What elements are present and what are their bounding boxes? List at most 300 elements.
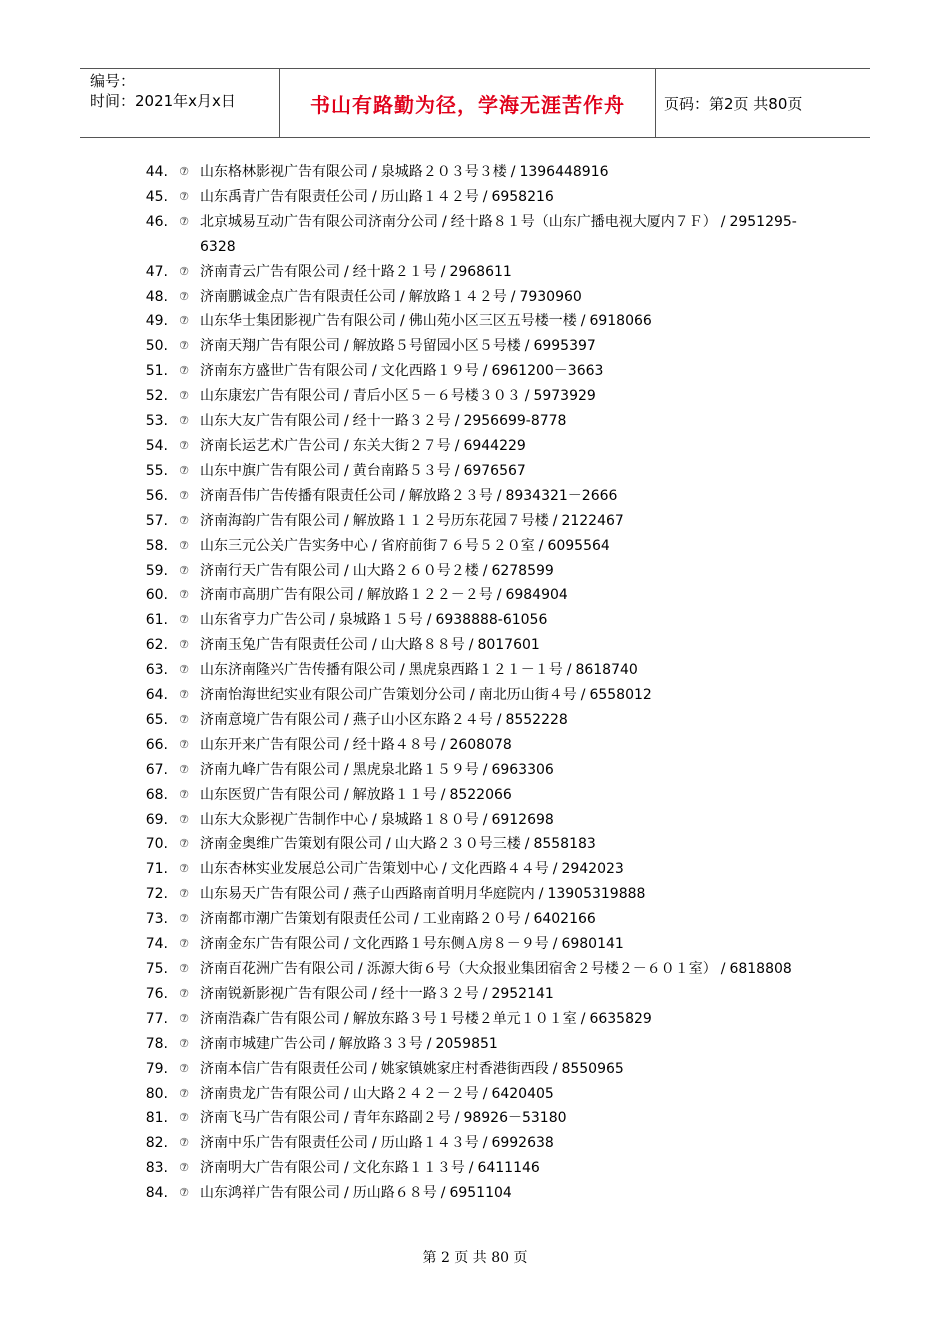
company-phone: 13905319888: [547, 886, 646, 903]
bullet-icon: ⑦: [179, 887, 189, 901]
company-address: 历山路１４２号: [380, 188, 479, 205]
item-text: [200, 210, 830, 260]
company-address: 经十路４８号: [352, 736, 437, 753]
separator: /: [482, 363, 488, 380]
item-text: [200, 334, 830, 359]
item-text: [200, 1032, 830, 1057]
company-phone: 8522066: [449, 786, 512, 803]
separator: /: [440, 263, 446, 280]
separator: /: [344, 786, 349, 803]
separator: /: [344, 1160, 349, 1177]
separator: /: [552, 512, 558, 529]
list-item: [130, 857, 830, 882]
company-list: [130, 160, 830, 1206]
company-name: 济南意境广告有限公司: [200, 711, 340, 728]
list-item: [130, 808, 830, 833]
list-item: [130, 260, 830, 285]
company-address: 山大路８８号: [380, 637, 465, 654]
company-name: 济南东方盛世广告有限公司: [200, 363, 368, 380]
company-name: 山东中旗广告有限公司: [200, 462, 340, 479]
separator: /: [552, 861, 558, 878]
company-name: 济南浩森广告有限公司: [200, 1010, 340, 1027]
item-text: [200, 708, 830, 733]
item-text: [200, 1007, 830, 1032]
company-phone: 6980141: [561, 936, 624, 953]
company-phone: 6976567: [463, 462, 526, 479]
list-item: [130, 334, 830, 359]
company-name: 济南百花洲广告有限公司: [200, 961, 354, 977]
item-number: 76.: [145, 985, 168, 1002]
separator: /: [344, 338, 349, 355]
bullet-icon: ⑦: [179, 1086, 189, 1100]
item-number: 45.: [145, 188, 168, 205]
company-phone: 2952141: [491, 985, 554, 1002]
separator: /: [344, 1185, 349, 1202]
list-item: [130, 633, 830, 658]
bullet-icon: ⑦: [179, 812, 189, 826]
company-name: 山东省亨力广告公司: [200, 612, 326, 629]
item-text: [200, 1181, 830, 1206]
separator: /: [482, 1135, 488, 1152]
item-text: [200, 359, 830, 384]
separator: /: [344, 761, 349, 778]
item-text: [200, 683, 830, 708]
item-number: 56.: [145, 487, 168, 504]
company-name: 山东康宏广告有限公司: [200, 388, 340, 405]
separator: /: [524, 388, 530, 405]
company-phone: 6411146: [477, 1160, 540, 1177]
company-phone: 8017601: [477, 637, 540, 654]
item-number: 67.: [145, 761, 168, 778]
item-number: 52.: [145, 388, 168, 405]
separator: /: [496, 587, 502, 604]
list-item: [130, 957, 830, 982]
separator: /: [720, 213, 726, 230]
bullet-icon: ⑦: [179, 488, 189, 502]
company-address: 黑虎泉北路１５９号: [352, 761, 479, 778]
bullet-icon: ⑦: [179, 264, 189, 278]
company-address: 解放路３３号: [338, 1035, 423, 1052]
company-name: 山东格林影视广告有限公司: [200, 164, 368, 180]
separator: /: [344, 1085, 349, 1102]
separator: /: [482, 188, 488, 205]
company-name: 济南市城建广告公司: [200, 1035, 326, 1052]
company-name: 山东医贸广告有限公司: [200, 786, 340, 803]
item-number: 72.: [145, 886, 168, 903]
header-motto-cell: [280, 69, 656, 137]
separator: /: [470, 687, 475, 704]
company-phone: 6420405: [491, 1085, 554, 1102]
company-phone: 98926－53180: [463, 1110, 567, 1127]
list-item: [130, 1057, 830, 1082]
list-item: [130, 559, 830, 584]
item-number: 51.: [145, 363, 168, 380]
company-phone: 6095564: [547, 537, 610, 554]
item-number: 60.: [145, 587, 168, 604]
company-phone: 2059851: [435, 1035, 498, 1052]
separator: /: [524, 911, 530, 928]
bullet-icon: ⑦: [179, 289, 189, 303]
item-text: [200, 309, 830, 334]
separator: /: [566, 662, 572, 679]
bullet-icon: ⑦: [179, 364, 189, 378]
separator: /: [358, 587, 363, 604]
company-name: 山东大众影视广告制作中心: [200, 811, 368, 828]
company-address: 解放东路３号１号楼２单元１０１室: [352, 1010, 577, 1027]
company-phone: 2608078: [449, 736, 512, 753]
bullet-icon: ⑦: [179, 1111, 189, 1125]
company-name: 济南怡海世纪实业有限公司广告策划分公司: [200, 687, 466, 704]
item-text: [200, 1156, 830, 1181]
separator: /: [344, 413, 349, 430]
separator: /: [440, 736, 446, 753]
company-address: 山大路２６０号２楼: [352, 562, 479, 579]
separator: /: [344, 711, 349, 728]
company-address: 文化西路４４号: [450, 861, 549, 878]
bullet-icon: ⑦: [179, 912, 189, 926]
company-name: 济南金奥维广告策划有限公司: [200, 836, 382, 853]
company-address: 文化东路１１３号: [352, 1160, 465, 1177]
separator: /: [414, 911, 419, 928]
item-number: 50.: [145, 338, 168, 355]
list-item: [130, 658, 830, 683]
separator: /: [510, 288, 516, 305]
bullet-icon: ⑦: [179, 563, 189, 577]
bullet-icon: ⑦: [179, 165, 189, 178]
item-text: [200, 409, 830, 434]
company-phone: 6918066: [589, 313, 652, 330]
list-item: [130, 932, 830, 957]
item-number: 75.: [145, 961, 168, 977]
company-address: 姚家镇姚家庄村香港街西段: [380, 1060, 549, 1077]
list-item: [130, 384, 830, 409]
separator: /: [482, 985, 488, 1002]
separator: /: [720, 961, 726, 977]
list-item: [130, 409, 830, 434]
item-text: [200, 160, 830, 185]
list-item: [130, 160, 830, 185]
bullet-icon: ⑦: [179, 638, 189, 652]
separator: /: [482, 811, 488, 828]
item-text: [200, 907, 830, 932]
company-phone: 6951104: [449, 1185, 512, 1202]
separator: /: [386, 836, 391, 853]
item-text: [200, 384, 830, 409]
item-number: 55.: [145, 462, 168, 479]
item-text: [200, 808, 830, 833]
bullet-icon: ⑦: [179, 712, 189, 726]
item-number: 57.: [145, 512, 168, 529]
separator: /: [372, 1060, 377, 1077]
separator: /: [482, 562, 488, 579]
item-number: 71.: [145, 861, 168, 878]
company-address: 文化西路１９号: [380, 363, 479, 380]
company-phone: 6912698: [491, 811, 554, 828]
separator: /: [440, 1185, 446, 1202]
separator: /: [372, 1135, 377, 1152]
bullet-icon: ⑦: [179, 986, 189, 1000]
item-text: [200, 1131, 830, 1156]
bullet-icon: ⑦: [179, 1061, 189, 1075]
separator: /: [344, 1010, 349, 1027]
item-text: [200, 857, 830, 882]
company-phone: 2122467: [561, 512, 624, 529]
list-item: [130, 1082, 830, 1107]
document-time-label: 时间：2021年x月x日: [90, 92, 236, 110]
company-address: 黑虎泉西路１２１－１号: [408, 662, 563, 679]
bullet-icon: ⑦: [179, 214, 189, 228]
separator: /: [372, 637, 377, 654]
bullet-icon: ⑦: [179, 613, 189, 627]
company-name: 济南贵龙广告有限公司: [200, 1085, 340, 1102]
separator: /: [344, 437, 349, 454]
separator: /: [400, 662, 405, 679]
company-phone: 6995397: [533, 338, 596, 355]
item-number: 61.: [145, 612, 168, 629]
list-item: [130, 907, 830, 932]
company-name: 济南中乐广告有限责任公司: [200, 1135, 368, 1152]
company-name: 山东禹青广告有限责任公司: [200, 188, 368, 205]
list-item: [130, 210, 830, 260]
separator: /: [580, 1010, 586, 1027]
separator: /: [482, 1085, 488, 1102]
company-address: 解放路５号留园小区５号楼: [352, 338, 521, 355]
item-number: 69.: [145, 811, 168, 828]
company-address: 解放路２３号: [408, 487, 493, 504]
separator: /: [552, 1060, 558, 1077]
company-name: 济南金东广告有限公司: [200, 936, 340, 953]
header-motto: 书山有路勤为径，学海无涯苦作舟: [310, 92, 625, 117]
page-footer: 第 2 页 共 80 页: [422, 1250, 528, 1266]
item-text: [200, 1057, 830, 1082]
separator: /: [372, 164, 377, 180]
item-number: 59.: [145, 562, 168, 579]
item-text: [200, 559, 830, 584]
company-address: 黄台南路５３号: [352, 462, 451, 479]
list-item: [130, 982, 830, 1007]
separator: /: [426, 612, 432, 629]
list-item: [130, 1131, 830, 1156]
item-text: [200, 260, 830, 285]
company-phone: 8934321－2666: [505, 487, 618, 504]
item-text: [200, 658, 830, 683]
company-name: 山东三元公关广告实务中心: [200, 537, 368, 554]
item-number: 78.: [145, 1035, 168, 1052]
separator: /: [372, 363, 377, 380]
separator: /: [344, 562, 349, 579]
company-phone: 1396448916: [519, 164, 609, 180]
separator: /: [442, 861, 447, 878]
company-address: 南北历山街４号: [478, 687, 577, 704]
separator: /: [468, 637, 474, 654]
company-address: 解放路１２２－２号: [366, 587, 493, 604]
list-item: [130, 1007, 830, 1032]
item-text: [200, 434, 830, 459]
bullet-icon: ⑦: [179, 314, 189, 328]
separator: /: [552, 936, 558, 953]
company-address: 泉城路２０３号３楼: [380, 164, 507, 180]
company-phone: 6635829: [589, 1010, 652, 1027]
item-number: 58.: [145, 537, 168, 554]
company-address: 解放路１１号: [352, 786, 437, 803]
item-text: [200, 459, 830, 484]
separator: /: [344, 936, 349, 953]
company-phone: 6961200－3663: [491, 363, 604, 380]
company-address: 经十路８１号（山东广播电视大厦内７Ｆ）: [450, 213, 717, 230]
company-phone: 8558183: [533, 836, 596, 853]
company-phone: 2968611: [449, 263, 512, 280]
company-name: 济南天翔广告有限公司: [200, 338, 340, 355]
item-number: 64.: [145, 687, 168, 704]
item-text: [200, 957, 830, 982]
bullet-icon: ⑦: [179, 837, 189, 851]
item-text: [200, 982, 830, 1007]
separator: /: [580, 313, 586, 330]
list-item: [130, 583, 830, 608]
company-name: 济南明大广告有限公司: [200, 1160, 340, 1177]
list-item: [130, 1156, 830, 1181]
separator: /: [538, 537, 544, 554]
list-item: [130, 309, 830, 334]
list-item: [130, 484, 830, 509]
separator: /: [454, 1110, 460, 1127]
bullet-icon: ⑦: [179, 463, 189, 477]
list-item: [130, 1032, 830, 1057]
company-address: 山大路２４２－２号: [352, 1085, 479, 1102]
item-number: 65.: [145, 711, 168, 728]
list-item: [130, 1106, 830, 1131]
separator: /: [400, 288, 405, 305]
company-address: 文化西路１号东侧Ａ房８－９号: [352, 936, 549, 953]
company-name: 山东鸿祥广告有限公司: [200, 1185, 340, 1202]
item-text: [200, 583, 830, 608]
list-item: [130, 832, 830, 857]
separator: /: [358, 961, 363, 977]
separator: /: [344, 512, 349, 529]
company-address: 经十路２１号: [352, 263, 437, 280]
bullet-icon: ⑦: [179, 1136, 189, 1150]
company-address: 解放路１４２号: [408, 288, 507, 305]
item-number: 82.: [145, 1135, 168, 1152]
item-number: 53.: [145, 413, 168, 430]
company-name: 山东杏林实业发展总公司广告策划中心: [200, 861, 438, 878]
list-item: [130, 509, 830, 534]
item-number: 77.: [145, 1010, 168, 1027]
item-number: 49.: [145, 313, 168, 330]
item-text: [200, 534, 830, 559]
page-header: [80, 68, 870, 138]
company-name: 济南锐新影视广告有限公司: [200, 985, 368, 1002]
list-item: [130, 434, 830, 459]
company-phone: 6944229: [463, 437, 526, 454]
separator: /: [454, 462, 460, 479]
separator: /: [442, 213, 447, 230]
company-name: 济南本信广告有限责任公司: [200, 1060, 368, 1077]
company-phone: 6402166: [533, 911, 596, 928]
company-address: 工业南路２０号: [422, 911, 521, 928]
separator: /: [524, 836, 530, 853]
company-name: 济南飞马广告有限公司: [200, 1110, 340, 1127]
item-text: [200, 484, 830, 509]
company-phone: 8550965: [561, 1060, 624, 1077]
item-number: 47.: [145, 263, 168, 280]
item-number: 63.: [145, 662, 168, 679]
item-text: [200, 733, 830, 758]
separator: /: [344, 1110, 349, 1127]
item-number: 80.: [145, 1085, 168, 1102]
separator: /: [372, 811, 377, 828]
company-name: 济南鹏诚金点广告有限责任公司: [200, 288, 396, 305]
header-page-info: 页码：第2页 共80页: [664, 94, 803, 113]
item-number: 66.: [145, 736, 168, 753]
company-address: 历山路１４３号: [380, 1135, 479, 1152]
bullet-icon: ⑦: [179, 189, 189, 203]
company-address: 青后小区５－６号楼３０３: [352, 388, 521, 405]
company-phone: 6558012: [589, 687, 652, 704]
item-number: 62.: [145, 637, 168, 654]
list-item: [130, 534, 830, 559]
item-number: 48.: [145, 288, 168, 305]
separator: /: [426, 1035, 432, 1052]
company-address: 燕子山西路南首明月华庭院内: [352, 886, 535, 903]
company-name: 山东华士集团影视广告有限公司: [200, 313, 396, 330]
list-item: [130, 708, 830, 733]
item-text: [200, 1082, 830, 1107]
separator: /: [400, 487, 405, 504]
list-item: [130, 285, 830, 310]
company-address: 经十一路３２号: [352, 413, 451, 430]
company-name: 济南长运艺术广告公司: [200, 437, 340, 454]
company-name: 济南九峰广告有限公司: [200, 761, 340, 778]
company-phone: 2942023: [561, 861, 624, 878]
item-number: 73.: [145, 911, 168, 928]
bullet-icon: ⑦: [179, 538, 189, 552]
item-number: 81.: [145, 1110, 168, 1127]
bullet-icon: ⑦: [179, 1161, 189, 1175]
company-address: 泉城路１８０号: [380, 811, 479, 828]
item-text: [200, 882, 830, 907]
company-address: 泺源大街６号（大众报业集团宿舍２号楼２－６０１室）: [366, 961, 717, 977]
company-name: 山东开来广告有限公司: [200, 736, 340, 753]
company-address: 山大路２３０号三楼: [394, 836, 521, 853]
company-address: 佛山苑小区三区五号楼一楼: [408, 313, 577, 330]
company-address: 青年东路副２号: [352, 1110, 451, 1127]
separator: /: [344, 886, 349, 903]
company-name: 济南青云广告有限公司: [200, 263, 340, 280]
company-name: 济南海韵广告有限公司: [200, 512, 340, 529]
bullet-icon: ⑦: [179, 389, 189, 403]
separator: /: [538, 886, 544, 903]
separator: /: [330, 1035, 335, 1052]
company-phone: 6818808: [729, 961, 792, 977]
company-phone: 6984904: [505, 587, 568, 604]
separator: /: [372, 537, 377, 554]
company-address: 东关大街２７号: [352, 437, 451, 454]
list-item: [130, 758, 830, 783]
separator: /: [372, 188, 377, 205]
bullet-icon: ⑦: [179, 737, 189, 751]
item-number: 70.: [145, 836, 168, 853]
separator: /: [400, 313, 405, 330]
item-number: 68.: [145, 786, 168, 803]
bullet-icon: ⑦: [179, 688, 189, 702]
item-number: 44.: [145, 164, 168, 180]
item-number: 74.: [145, 936, 168, 953]
item-number: 46.: [145, 213, 168, 230]
list-item: [130, 783, 830, 808]
item-text: [200, 1106, 830, 1131]
company-address: 经十一路３２号: [380, 985, 479, 1002]
